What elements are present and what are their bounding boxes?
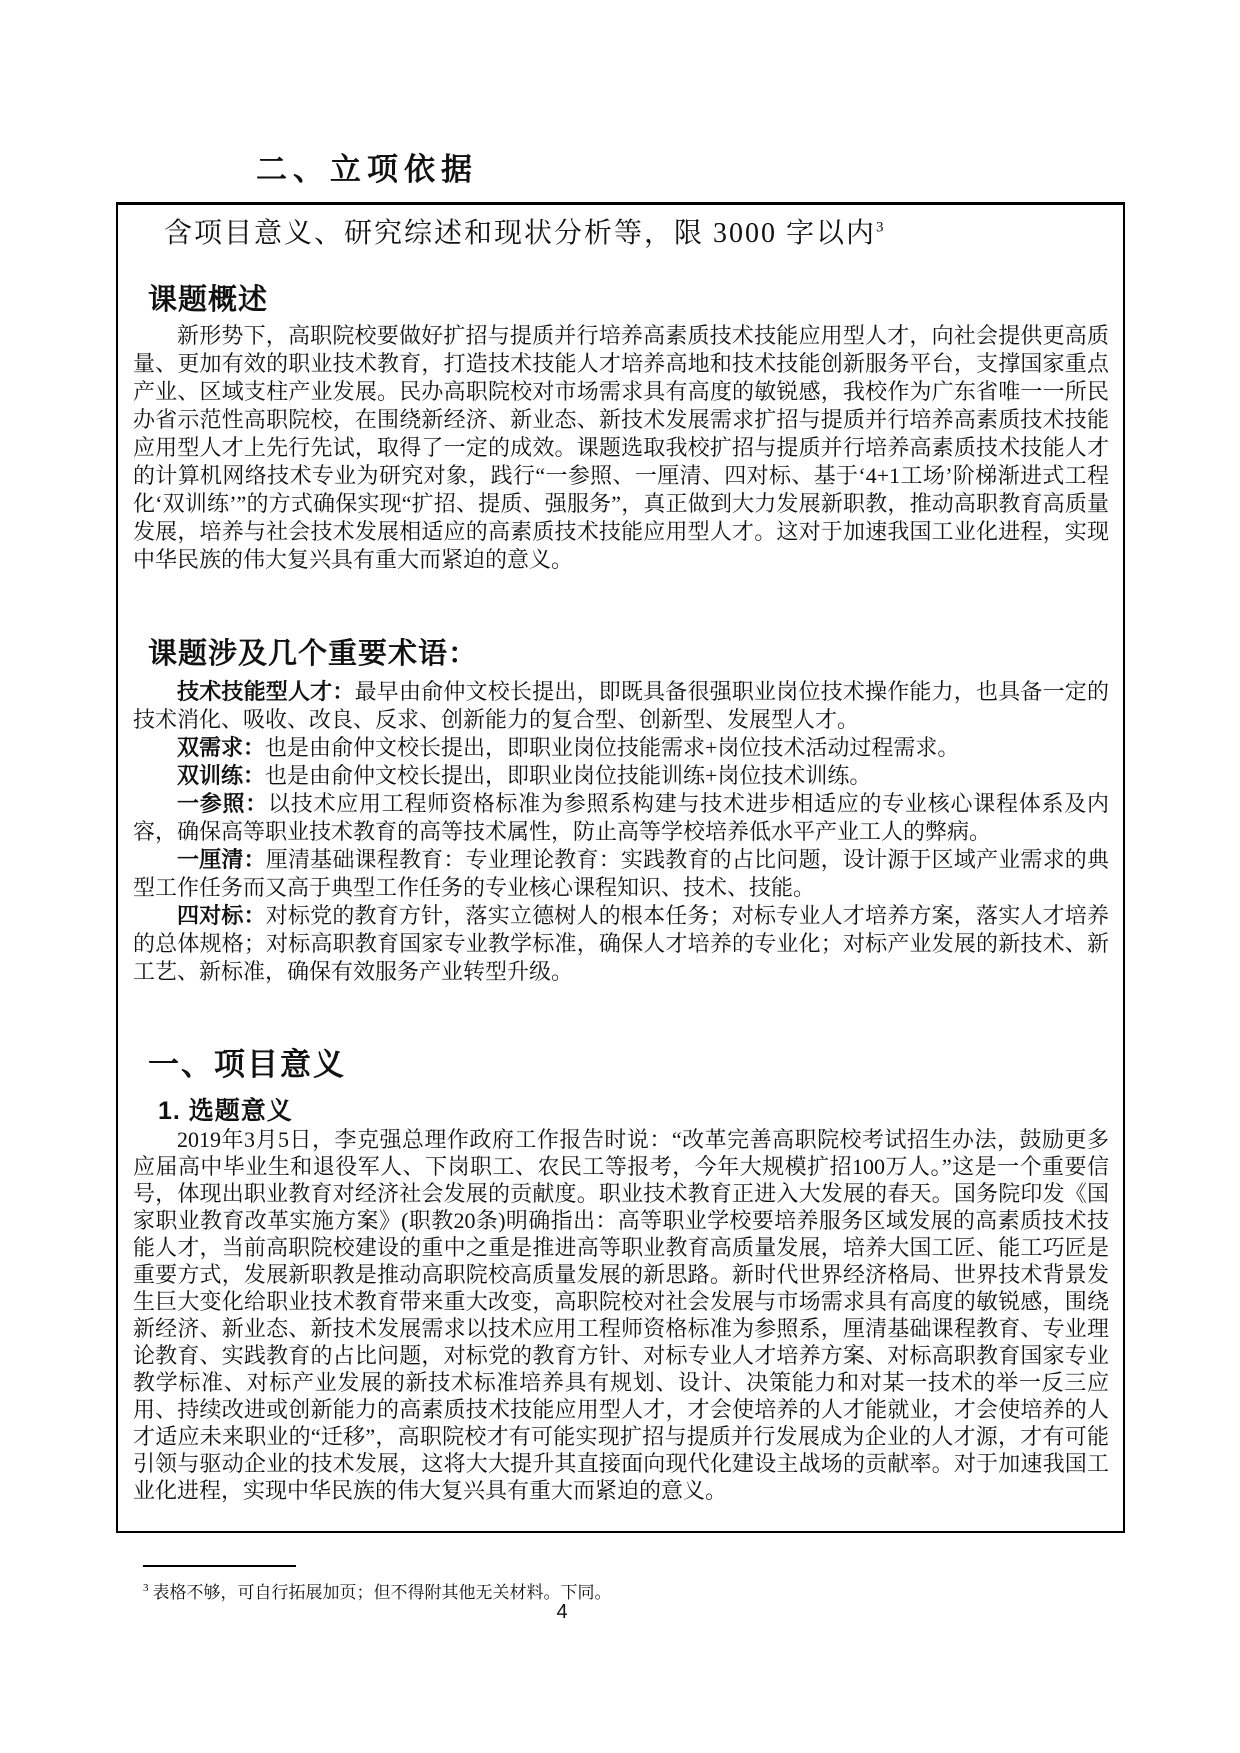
section-title: 二、立项依据: [256, 152, 478, 187]
term-item: [133, 734, 1109, 762]
footnote-ref: 3: [143, 1582, 149, 1595]
overview-body: 新形势下，高职院校要做好扩招与提质并行培养高素质技术技能应用型人才，向社会提供更高质量、更加有效的职业技术教育，打造技术技能人才培养高地和技术技能创新服务平台，支撑国家重点产业、区域支柱产业发展。民办高职院校对市场需求具有高度的敏锐感，我校作为广东省唯一一所民办省示范性高职院校，在围绕新经济、新业态、新技术发展需求扩招与提质并行培养高素质技术技能应用型人才上先行先试，取得了一定的成效。课题选取我校扩招与提质并行培养高素质技术技能人才的计算机网络技术专业为研究对象，践行“一参照、一厘清、四对标、基于‘4+1工场’阶梯渐进式工程化‘双训练’”的方式确保实现“扩招、提质、强服务”，真正做到大力发展新职教，推动高职教育高质量发展，培养与社会技术发展相适应的高素质技术技能应用型人才。这对于加速我国工业化进程，实现中华民族的伟大复兴具有重大而紧迫的意义。: [133, 323, 1109, 572]
term-definition: 也是由俞仲文校长提出，即职业岗位技能训练+岗位技术训练。: [265, 763, 872, 788]
term-item: [133, 790, 1109, 846]
term-definition: 最早由俞仲文校长提出，即既具备很强职业岗位技术操作能力，也具备一定的技术消化、吸收、改良、反求、创新能力的复合型、创新型、发展型人才。: [133, 679, 1109, 732]
significance-heading: 一、项目意义: [148, 1047, 346, 1082]
term-definition: 也是由俞仲文校长提出，即职业岗位技能需求+岗位技术活动过程需求。: [265, 735, 960, 760]
term-item: [133, 846, 1109, 902]
terms-heading: 课题涉及几个重要术语：: [148, 638, 479, 670]
footnote: [143, 1578, 903, 1603]
term-name: 双训练：: [177, 763, 266, 788]
significance-body: 2019年3月5日，李克强总理作政府工作报告时说：“改革完善高职院校考试招生办法，鼓励更多应届高中毕业生和退役军人、下岗职工、农民工等报考，今年大规模扩招100万人。”这是一个重要信号，体现出职业教育对经济社会发展的贡献度。职业技术教育正进入大发展的春天。国务院印发《国家职业教育改革实施方案》(职教20条)明确指出：高等职业学校要培养服务区域发展的高素质技术技能人才，当前高职院校建设的重中之重是推进高等职业教育高质量发展，培养大国工匠、能工巧匠是重要方式，发展新职教是推动高职院校高质量发展的新思路。新时代世界经济格局、世界技术背景发生巨大变化给职业技术教育带来重大改变，高职院校对社会发展与市场需求具有高度的敏锐感，围绕新经济、新业态、新技术发展需求以技术应用工程师资格标准为参照系，厘清基础课程教育、专业理论教育、实践教育的占比问题，对标党的教育方针、对标专业人才培养方案、对标高职教育国家专业教学标准、对标产业发展的新技术标准培养具有规划、设计、决策能力和对某一技术的举一反三应用、持续改进或创新能力的高素质技术技能应用型人才，才会使培养的人才能就业，才会使培养的人才适应未来职业的“迁移”，高职院校才有可能实现扩招与提质并行发展成为企业的人才源，才有可能引领与驱动企业的技术发展，这将大大提升其直接面向现代化建设主战场的贡献率。对于加速我国工业化进程，实现中华民族的伟大复兴具有重大而紧迫的意义。: [133, 1127, 1109, 1503]
term-definition: 对标党的教育方针，落实立德树人的根本任务；对标专业人才培养方案，落实人才培养的总体规格；对标高职教育国家专业教学标准，确保人才培养的专业化；对标产业发展的新技术、新工艺、新标准，确保有效服务产业转型升级。: [133, 903, 1109, 984]
page-number: 4: [556, 1601, 568, 1623]
term-name: 一参照：: [177, 791, 268, 816]
significance-subheading: 1. 选题意义: [158, 1097, 293, 1125]
terms-list: [133, 678, 1109, 986]
term-name: 技术技能型人才：: [177, 679, 355, 704]
box-header: [164, 211, 1094, 251]
box-header-text: 含项目意义、研究综述和现状分析等，限 3000 字以内: [164, 218, 877, 249]
term-definition: 以技术应用工程师资格标准为参照系构建与技术进步相适应的专业核心课程体系及内容，确保高等职业技术教育的高等技术属性，防止高等学校培养低水平产业工人的弊病。: [133, 791, 1109, 844]
box-header-footnote-ref: 3: [876, 219, 886, 236]
content-box: [116, 202, 1125, 1533]
term-name: 双需求：: [177, 735, 266, 760]
footnote-text: 表格不够，可自行拓展加页；但不得附其他无关材料。下同。: [152, 1583, 612, 1602]
term-item: [133, 678, 1109, 734]
term-name: 四对标：: [177, 903, 266, 928]
term-definition: 厘清基础课程教育：专业理论教育：实践教育的占比问题，设计源于区域产业需求的典型工作任务而又高于典型工作任务的专业核心课程知识、技术、技能。: [133, 847, 1109, 900]
term-item: [133, 902, 1109, 986]
footnote-separator: [143, 1565, 296, 1567]
term-name: 一厘清：: [177, 847, 266, 872]
term-item: [133, 762, 1109, 790]
overview-heading: 课题概述: [148, 284, 269, 316]
